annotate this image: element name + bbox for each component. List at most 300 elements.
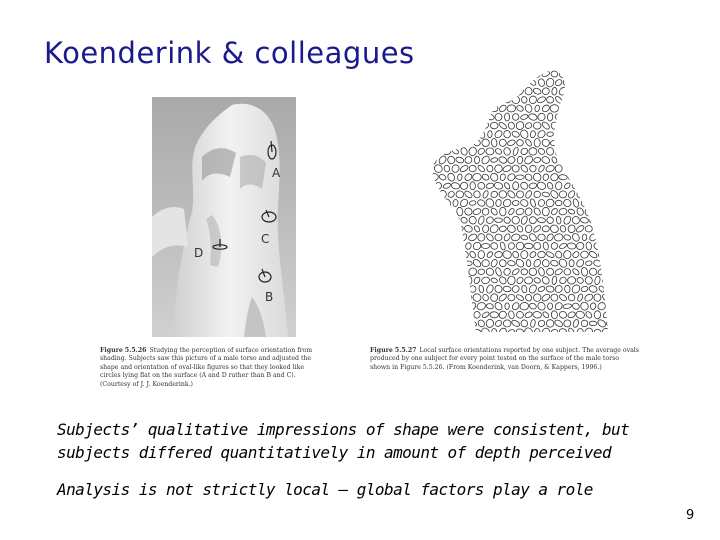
gauge-oval-icon xyxy=(546,320,554,328)
gauge-oval-icon xyxy=(530,319,536,328)
gauge-oval-icon xyxy=(455,259,464,268)
gauge-oval-icon xyxy=(494,301,504,311)
gauge-oval-icon xyxy=(558,328,567,332)
slide-title: Koenderink & colleagues xyxy=(44,36,415,70)
gauge-oval-icon xyxy=(485,216,494,225)
gauge-oval-icon xyxy=(469,79,477,87)
gauge-oval-icon xyxy=(455,156,464,164)
gauge-oval-icon xyxy=(582,234,587,241)
gauge-oval-icon xyxy=(438,104,447,114)
gauge-oval-icon xyxy=(529,165,536,172)
gauge-oval-icon xyxy=(505,303,509,310)
gauge-oval-icon xyxy=(538,267,546,277)
gauge-oval-icon xyxy=(435,250,441,258)
gauge-oval-icon xyxy=(601,258,612,269)
gauge-oval-icon xyxy=(465,71,472,77)
gauge-oval-icon xyxy=(572,149,581,154)
probe-label-a: A xyxy=(272,166,281,180)
gauge-oval-icon xyxy=(474,156,479,164)
gauge-oval-icon xyxy=(542,311,550,319)
gauge-oval-icon xyxy=(442,216,451,225)
gauge-oval-icon xyxy=(507,242,515,250)
gauge-oval-icon xyxy=(520,164,529,173)
gauge-oval-icon xyxy=(480,137,491,148)
gauge-oval-icon xyxy=(468,284,477,293)
gauge-oval-icon xyxy=(447,155,456,164)
gauge-oval-icon xyxy=(615,78,620,86)
gauge-oval-icon xyxy=(577,328,584,332)
gauge-oval-icon xyxy=(576,121,585,130)
gauge-oval-icon xyxy=(605,215,615,226)
gauge-oval-icon xyxy=(461,113,466,121)
gauge-oval-icon xyxy=(511,284,521,294)
gauge-oval-icon xyxy=(503,233,511,242)
gauge-oval-icon xyxy=(464,104,474,112)
gauge-oval-icon xyxy=(434,284,443,294)
gauge-oval-icon xyxy=(451,319,459,327)
gauge-oval-icon xyxy=(533,70,542,79)
gauge-oval-icon xyxy=(606,233,615,241)
gauge-oval-icon xyxy=(555,181,562,190)
gauge-oval-icon xyxy=(481,243,490,248)
gauge-oval-icon xyxy=(589,95,598,104)
gauge-oval-icon xyxy=(473,190,481,198)
gauge-oval-icon xyxy=(532,172,541,182)
gauge-oval-icon xyxy=(515,241,525,251)
gauge-oval-icon xyxy=(498,87,507,96)
gauge-oval-icon xyxy=(607,97,613,104)
gauge-oval-icon xyxy=(572,165,579,172)
gauge-oval-icon xyxy=(447,190,456,198)
gauge-oval-icon xyxy=(430,190,438,199)
gauge-oval-icon xyxy=(584,155,595,165)
gauge-oval-icon xyxy=(434,147,443,155)
orientation-ovals-figure xyxy=(430,70,620,332)
gauge-oval-icon xyxy=(525,190,533,199)
gauge-oval-icon xyxy=(432,156,437,164)
gauge-oval-icon xyxy=(567,276,576,284)
gauge-oval-icon xyxy=(532,241,542,251)
gauge-oval-icon xyxy=(516,139,524,147)
gauge-oval-icon xyxy=(500,242,507,251)
gauge-oval-icon xyxy=(607,285,613,293)
gauge-oval-icon xyxy=(516,175,525,180)
gauge-oval-icon xyxy=(469,250,477,259)
gauge-oval-icon xyxy=(541,327,551,332)
gauge-oval-icon xyxy=(555,146,563,156)
gauge-oval-icon xyxy=(456,226,464,233)
gauge-oval-icon xyxy=(614,302,620,311)
gauge-oval-icon xyxy=(618,224,620,233)
gauge-oval-icon xyxy=(515,208,524,216)
gauge-oval-icon xyxy=(473,329,482,332)
gauge-oval-icon xyxy=(571,302,580,310)
gauge-oval-icon xyxy=(491,138,497,147)
gauge-oval-icon xyxy=(490,277,498,283)
gauge-oval-icon xyxy=(485,233,494,243)
gauge-oval-icon xyxy=(550,105,559,113)
gauge-oval-icon xyxy=(443,303,451,309)
gauge-oval-icon xyxy=(529,182,538,189)
gauge-oval-icon xyxy=(601,293,611,302)
gauge-oval-icon xyxy=(597,181,606,190)
gauge-oval-icon xyxy=(489,223,500,234)
figure-left-caption-text: Studying the perception of surface orientation from shading. Subjects saw this picture of a male torso and adjusted the shape and orientation of oval-like figures so that they looked like circles lying flat on the surface (A and D rather than B and C). (Courtesy of J. J. Koenderink.) xyxy=(100,347,313,388)
gauge-oval-icon xyxy=(473,276,481,285)
gauge-oval-icon xyxy=(610,189,620,199)
gauge-oval-icon xyxy=(502,249,513,259)
gauge-oval-icon xyxy=(523,154,534,165)
gauge-oval-icon xyxy=(567,242,576,249)
gauge-oval-icon xyxy=(532,311,541,319)
gauge-oval-icon xyxy=(524,103,533,113)
gauge-oval-icon xyxy=(594,276,601,286)
figure-left-caption-number: Figure 5.5.26 xyxy=(100,347,147,354)
gauge-oval-icon xyxy=(610,242,620,250)
gauge-oval-icon xyxy=(482,207,490,215)
gauge-oval-icon xyxy=(558,86,569,97)
gauge-oval-icon xyxy=(526,260,531,267)
gauge-oval-icon xyxy=(521,285,527,293)
gauge-oval-icon xyxy=(483,70,489,79)
gauge-oval-icon xyxy=(606,182,614,190)
gauge-oval-icon xyxy=(485,284,494,294)
gauge-oval-icon xyxy=(519,301,529,310)
gauge-oval-icon xyxy=(515,70,525,79)
gauge-oval-icon xyxy=(478,269,485,275)
gauge-oval-icon xyxy=(612,259,618,267)
gauge-oval-icon xyxy=(593,259,602,267)
gauge-oval-icon xyxy=(564,268,571,275)
gauge-oval-icon xyxy=(559,138,568,147)
gauge-oval-icon xyxy=(447,70,455,78)
gauge-oval-icon xyxy=(577,157,584,163)
body-paragraph xyxy=(57,418,629,464)
gauge-oval-icon xyxy=(490,105,498,113)
gauge-oval-icon xyxy=(600,86,611,97)
gauge-oval-icon xyxy=(507,155,517,164)
gauge-oval-icon xyxy=(481,103,490,113)
gauge-oval-icon xyxy=(529,198,536,208)
gauge-oval-icon xyxy=(614,250,620,259)
gauge-oval-icon xyxy=(584,191,593,198)
gauge-oval-icon xyxy=(555,250,563,259)
gauge-oval-icon xyxy=(599,216,604,224)
gauge-oval-icon xyxy=(455,70,465,79)
gauge-oval-icon xyxy=(541,155,551,164)
gauge-oval-icon xyxy=(515,310,524,319)
gauge-oval-icon xyxy=(563,303,572,309)
gauge-oval-icon xyxy=(576,207,585,217)
gauge-oval-icon xyxy=(533,277,541,284)
gauge-oval-icon xyxy=(558,276,567,285)
gauge-oval-icon xyxy=(593,225,602,233)
gauge-oval-icon xyxy=(452,267,460,277)
gauge-oval-icon xyxy=(551,156,558,164)
gauge-oval-icon xyxy=(594,156,601,164)
gauge-oval-icon xyxy=(524,243,533,249)
gauge-oval-icon xyxy=(567,121,576,129)
gauge-oval-icon xyxy=(528,284,538,295)
gauge-oval-icon xyxy=(443,284,451,294)
gauge-oval-icon xyxy=(524,207,533,216)
gauge-oval-icon xyxy=(563,319,572,328)
figure-right-caption-text: Local surface orientations reported by one subject. The average ovals produced by one subject for every point tested on the surface of the male torso shown in Figure 5.5.26. (From Koenderink, van Doorn, & Kappers, 1996.) xyxy=(370,347,639,371)
gauge-oval-icon xyxy=(567,224,576,233)
gauge-oval-icon xyxy=(558,208,567,216)
gauge-oval-icon xyxy=(533,224,542,233)
gauge-oval-icon xyxy=(534,138,540,147)
gauge-oval-icon xyxy=(584,70,593,77)
gauge-oval-icon xyxy=(465,310,472,319)
gauge-oval-icon xyxy=(438,189,448,199)
gauge-oval-icon xyxy=(469,200,476,205)
gauge-oval-icon xyxy=(456,191,464,198)
gauge-oval-icon xyxy=(460,78,468,87)
gauge-oval-icon xyxy=(477,199,486,208)
gauge-oval-icon xyxy=(546,285,555,293)
gauge-oval-icon xyxy=(619,138,620,148)
gauge-oval-icon xyxy=(532,87,541,95)
gauge-oval-icon xyxy=(563,147,572,156)
gauge-oval-icon xyxy=(438,259,446,267)
gauge-oval-icon xyxy=(524,173,533,182)
gauge-oval-icon xyxy=(520,250,528,259)
gauge-oval-icon xyxy=(455,327,464,332)
gauge-oval-icon xyxy=(579,180,590,191)
gauge-oval-icon xyxy=(606,78,615,86)
gauge-oval-icon xyxy=(580,285,588,292)
gauge-oval-icon xyxy=(602,121,611,130)
gauge-oval-icon xyxy=(477,181,487,190)
gauge-oval-icon xyxy=(619,104,620,112)
gauge-oval-icon xyxy=(430,86,438,96)
gauge-oval-icon xyxy=(430,104,439,113)
gauge-oval-icon xyxy=(451,182,461,190)
gauge-oval-icon xyxy=(446,223,457,234)
gauge-oval-icon xyxy=(438,70,447,79)
gauge-oval-icon xyxy=(586,242,592,251)
gauge-oval-icon xyxy=(538,234,545,241)
gauge-oval-icon xyxy=(485,78,494,88)
gauge-oval-icon xyxy=(447,88,456,94)
gauge-oval-icon xyxy=(597,112,607,122)
gauge-oval-icon xyxy=(460,303,468,310)
gauge-oval-icon xyxy=(588,215,598,225)
gauge-oval-icon xyxy=(439,122,447,130)
gauge-oval-icon xyxy=(536,112,546,122)
gauge-oval-icon xyxy=(472,121,481,131)
gauge-oval-icon xyxy=(563,114,572,121)
gauge-oval-icon xyxy=(438,243,447,248)
figure-left-caption xyxy=(100,347,322,397)
gauge-oval-icon xyxy=(495,199,502,207)
gauge-oval-icon xyxy=(510,94,521,105)
gauge-oval-icon xyxy=(567,138,575,147)
gauge-oval-icon xyxy=(507,139,516,147)
gauge-oval-icon xyxy=(559,104,568,112)
gauge-oval-icon xyxy=(486,95,495,104)
gauge-oval-icon xyxy=(583,327,594,332)
gauge-oval-icon xyxy=(542,191,550,197)
gauge-oval-icon xyxy=(572,182,580,189)
gauge-oval-icon xyxy=(567,172,576,181)
page-number: 9 xyxy=(686,508,695,523)
gauge-oval-icon xyxy=(619,276,620,285)
gauge-oval-icon xyxy=(551,87,557,95)
gauge-oval-icon xyxy=(550,242,559,251)
gauge-oval-icon xyxy=(567,190,576,200)
gauge-oval-icon xyxy=(442,233,451,242)
gauge-oval-icon xyxy=(433,129,443,139)
gauge-oval-icon xyxy=(567,311,576,319)
gauge-oval-icon xyxy=(521,269,528,275)
gauge-oval-icon xyxy=(572,319,579,328)
gauge-oval-icon xyxy=(552,276,558,285)
gauge-oval-icon xyxy=(549,224,560,235)
gauge-oval-icon xyxy=(451,129,460,139)
gauge-oval-icon xyxy=(442,114,451,120)
gauge-oval-icon xyxy=(506,172,516,182)
gauge-oval-icon xyxy=(430,311,438,319)
gauge-oval-icon xyxy=(568,294,576,302)
gauge-oval-icon xyxy=(606,319,615,328)
gauge-oval-icon xyxy=(568,208,576,215)
gauge-oval-icon xyxy=(434,199,443,207)
gauge-oval-icon xyxy=(507,276,515,285)
gauge-oval-icon xyxy=(615,130,620,139)
gauge-oval-icon xyxy=(577,173,583,182)
gauge-oval-icon xyxy=(498,310,508,320)
gauge-oval-icon xyxy=(468,146,477,156)
gauge-oval-icon xyxy=(443,182,452,189)
gauge-oval-icon xyxy=(572,79,580,87)
gauge-oval-icon xyxy=(619,190,620,199)
gauge-oval-icon xyxy=(499,190,507,198)
gauge-oval-icon xyxy=(588,233,598,243)
gauge-oval-icon xyxy=(447,259,455,268)
gauge-oval-icon xyxy=(597,268,607,276)
gauge-oval-icon xyxy=(503,96,511,103)
gauge-oval-icon xyxy=(606,147,615,156)
gauge-oval-icon xyxy=(499,226,507,232)
gauge-oval-icon xyxy=(516,276,525,285)
gauge-oval-icon xyxy=(547,132,554,137)
gauge-oval-icon xyxy=(447,172,456,182)
gauge-oval-icon xyxy=(490,70,498,78)
gauge-oval-icon xyxy=(472,86,481,96)
gauge-oval-icon xyxy=(452,148,460,155)
gauge-oval-icon xyxy=(465,276,472,285)
gauge-oval-icon xyxy=(495,267,503,277)
gauge-oval-icon xyxy=(447,122,455,128)
gauge-oval-icon xyxy=(559,191,567,198)
gauge-oval-icon xyxy=(473,139,481,146)
gauge-oval-icon xyxy=(551,122,558,130)
gauge-oval-icon xyxy=(472,241,482,251)
gauge-oval-icon xyxy=(495,78,503,87)
gauge-oval-icon xyxy=(448,293,455,301)
gauge-oval-icon xyxy=(580,96,590,104)
gauge-oval-icon xyxy=(602,70,610,78)
gauge-oval-icon xyxy=(434,79,443,86)
gauge-oval-icon xyxy=(564,285,570,293)
gauge-oval-icon xyxy=(498,138,508,148)
gauge-oval-icon xyxy=(610,208,618,216)
gauge-oval-icon xyxy=(615,217,620,223)
gauge-oval-icon xyxy=(430,329,438,332)
gauge-oval-icon xyxy=(493,164,503,174)
gauge-oval-icon xyxy=(451,284,461,294)
gauge-oval-icon xyxy=(450,94,461,105)
gauge-oval-icon xyxy=(464,294,472,301)
gauge-oval-icon xyxy=(460,216,469,224)
gauge-oval-icon xyxy=(486,319,494,328)
gauge-oval-icon xyxy=(536,129,546,139)
gauge-oval-icon xyxy=(507,104,516,112)
gauge-oval-icon xyxy=(567,327,575,332)
gauge-oval-icon xyxy=(590,113,597,122)
gauge-oval-icon xyxy=(551,294,558,301)
gauge-oval-icon xyxy=(581,113,588,121)
gauge-oval-icon xyxy=(490,258,499,268)
gauge-oval-icon xyxy=(546,147,555,156)
gauge-oval-icon xyxy=(476,129,486,140)
gauge-oval-icon xyxy=(463,207,473,217)
gauge-oval-icon xyxy=(584,87,593,96)
gauge-oval-icon xyxy=(563,250,572,259)
gauge-oval-icon xyxy=(490,190,499,198)
gauge-oval-icon xyxy=(503,268,511,276)
gauge-oval-icon xyxy=(511,268,520,276)
gauge-oval-icon xyxy=(498,259,507,268)
gauge-oval-icon xyxy=(477,147,486,156)
gauge-oval-icon xyxy=(486,165,493,173)
gauge-oval-icon xyxy=(447,242,456,251)
gauge-oval-icon xyxy=(528,95,538,105)
gauge-oval-icon xyxy=(461,97,468,103)
gauge-oval-icon xyxy=(546,267,555,276)
gauge-oval-icon xyxy=(619,242,620,250)
gauge-oval-icon xyxy=(508,329,516,332)
gauge-oval-icon xyxy=(443,131,451,138)
gauge-oval-icon xyxy=(533,207,542,216)
gauge-oval-icon xyxy=(486,251,494,259)
gauge-oval-icon xyxy=(520,79,528,86)
gauge-oval-icon xyxy=(569,70,575,78)
gauge-oval-icon xyxy=(443,148,452,155)
gauge-oval-icon xyxy=(481,259,489,267)
gauge-oval-icon xyxy=(559,174,568,180)
gauge-oval-icon xyxy=(593,207,602,216)
gauge-oval-icon xyxy=(511,216,520,225)
gauge-oval-icon xyxy=(613,112,620,122)
gauge-oval-icon xyxy=(515,294,524,302)
gauge-oval-icon xyxy=(494,251,503,259)
gauge-oval-icon xyxy=(554,268,563,276)
gauge-oval-icon xyxy=(567,104,576,114)
gauge-oval-icon xyxy=(465,242,472,250)
gauge-oval-icon xyxy=(589,147,597,156)
gauge-oval-icon xyxy=(554,301,564,311)
gauge-oval-icon xyxy=(498,276,507,286)
gauge-oval-icon xyxy=(451,112,460,121)
gauge-oval-icon xyxy=(494,319,502,327)
gauge-oval-icon xyxy=(559,156,566,165)
gauge-oval-icon xyxy=(533,258,542,268)
gauge-oval-icon xyxy=(447,105,455,112)
gauge-oval-icon xyxy=(597,95,606,104)
